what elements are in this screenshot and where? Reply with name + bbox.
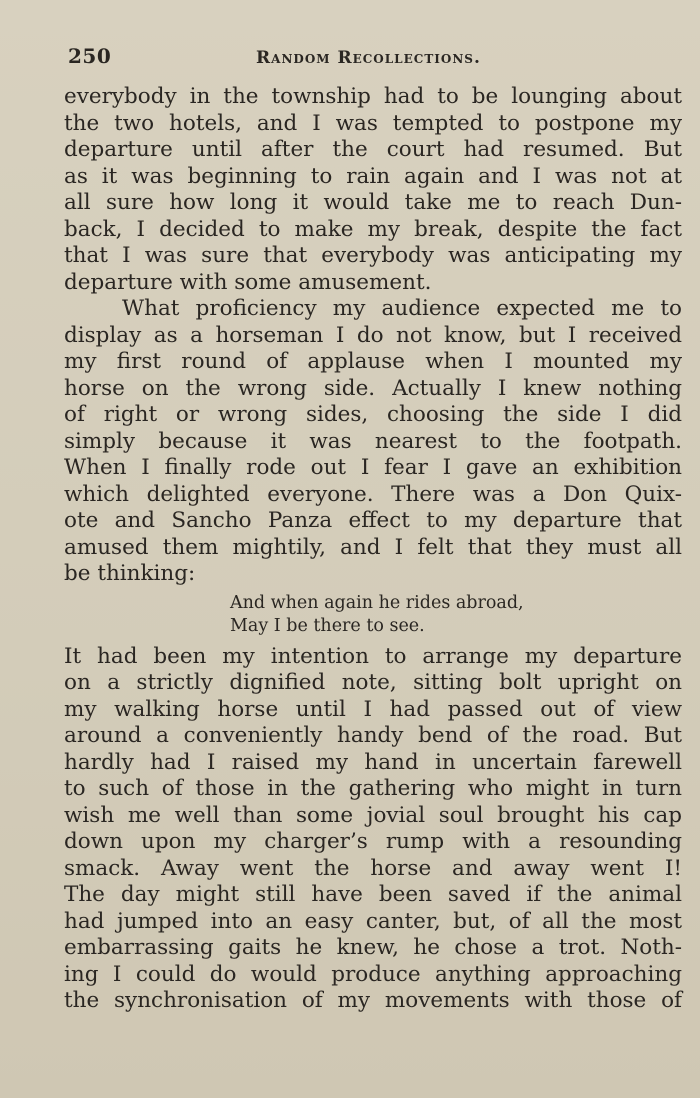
verse-line: May I be there to see. [230, 615, 425, 636]
text-line: be thinking: [64, 561, 196, 586]
text-line: the two hotels, and I was tempted to postpone my [64, 110, 682, 136]
text-line: When I finally rode out I fear I gave an exhibition [64, 455, 682, 480]
text-line: which delighted everyone. There was a Don Quix- [64, 481, 682, 507]
text-line: my first round of applause when I mounted my [64, 349, 682, 374]
text-line: wish me well than some jovial soul brought his cap [64, 802, 682, 828]
text-line: ote and Sancho Panza effect to my departure that [64, 508, 682, 533]
text-line: down upon my charger’s rump with a resounding [64, 829, 682, 854]
text-line: The day might still have been saved if the animal [64, 882, 682, 907]
text-line: embarrassing gaits he knew, he chose a trot. Noth- [64, 935, 682, 960]
text-line: back, I decided to make my break, despite the fact [64, 216, 682, 242]
text-line: on a strictly dignified note, sitting bolt upright on [64, 670, 682, 695]
text-line: to such of those in the gathering who might in turn [64, 776, 682, 801]
running-head [66, 44, 682, 74]
verse-quotation [64, 592, 682, 638]
text-line: departure until after the court had resumed. But [64, 137, 682, 162]
body-text [64, 84, 682, 1015]
text-line: that I was sure that everybody was anticipating my [64, 243, 682, 268]
paragraph-2 [64, 296, 682, 588]
text-line: amused them mightily, and I felt that they must all [64, 534, 682, 560]
text-line: display as a horseman I do not know, but I received [64, 322, 682, 348]
text-line: ing I could do would produce anything approaching [64, 961, 682, 987]
text-line: smack. Away went the horse and away went I! [64, 855, 682, 881]
text-line: around a conveniently handy bend of the road. But [64, 723, 682, 748]
text-line: horse on the wrong side. Actually I knew nothing [64, 375, 682, 401]
text-line: my walking horse until I had passed out of view [64, 696, 682, 722]
paragraph-3 [64, 644, 682, 1015]
paragraph-1 [64, 84, 682, 296]
text-line: everybody in the township had to be lounging about [64, 84, 682, 109]
text-line: of right or wrong sides, choosing the side I did [64, 402, 682, 427]
text-line: departure with some amusement. [64, 269, 432, 295]
running-title: Random Recollections. [256, 48, 481, 68]
text-line: hardly had I raised my hand in uncertain farewell [64, 749, 682, 775]
text-line: What proficiency my audience expected me to [122, 296, 682, 321]
text-line: the synchronisation of my movements with those of [64, 988, 682, 1013]
text-line: had jumped into an easy canter, but, of all the most [64, 908, 682, 934]
text-line: as it was beginning to rain again and I was not at [64, 163, 682, 189]
page-number: 250 [68, 44, 112, 68]
text-line: simply because it was nearest to the footpath. [64, 428, 682, 454]
text-line: all sure how long it would take me to reach Dun- [64, 190, 682, 215]
verse-line: And when again he rides abroad, [230, 592, 524, 613]
text-line: It had been my intention to arrange my departure [64, 643, 682, 669]
